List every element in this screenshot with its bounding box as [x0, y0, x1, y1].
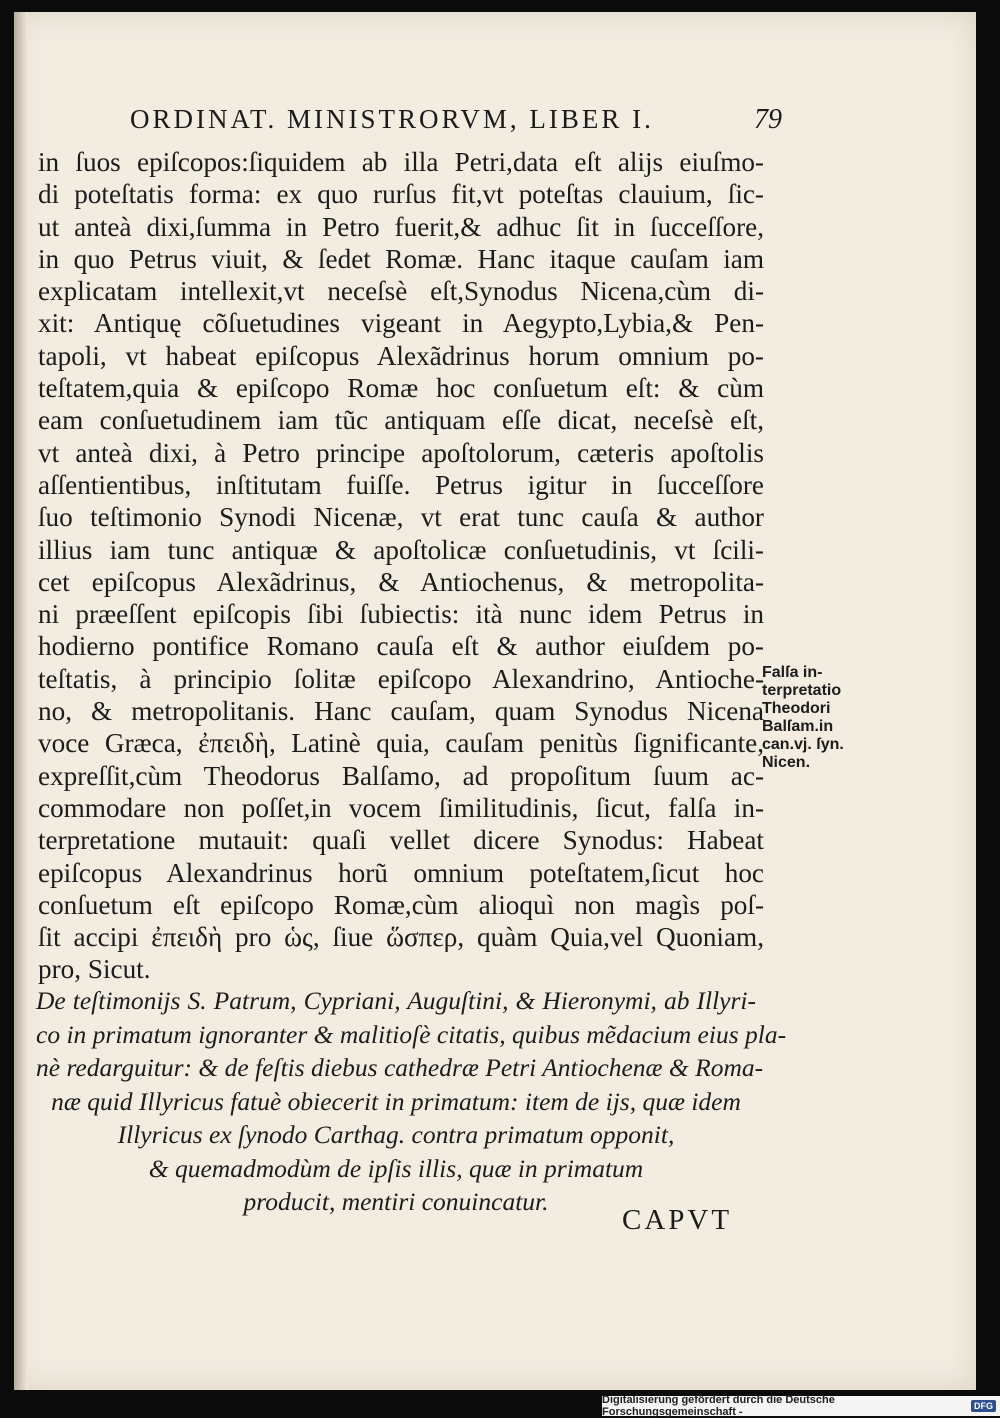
- margin-note-line: can.vj. ſyn.: [762, 736, 844, 753]
- text-line: teſtatem,quia & epiſcopo Romæ hoc conſuetum eſt: & cùm: [38, 373, 764, 404]
- chapter-heading-line: Illyricus ex ſynodo Carthag. contra primatum opponit,: [117, 1120, 675, 1149]
- text-line: ni præeſſent epiſcopis ſibi ſubiectis: ità nunc idem Petrus in: [38, 599, 764, 630]
- text-line: commodare non poſſet,in vocem ſimilitudinis, ſicut, falſa in-: [38, 792, 764, 823]
- dfg-logo-icon: DFG: [971, 1400, 996, 1412]
- text-line: teſtatis, à principio ſolitæ epiſcopo Alexandrino, Antioche-: [38, 663, 764, 694]
- running-header: ORDINAT. MINISTRORVM, LIBER I.: [130, 104, 654, 134]
- text-line: hodierno pontifice Romano cauſa eſt & author eiuſdem po-: [38, 631, 764, 662]
- text-line: explicatam intellexit,vt neceſsè eſt,Synodus Nicena,cùm di-: [38, 276, 764, 307]
- margin-note-line: Falſa in-: [762, 664, 823, 681]
- text-line: conſuetum eſt epiſcopo Romæ,cùm alioquì non magìs poſ-: [38, 889, 764, 920]
- text-line: eam conſuetudinem iam tũc antiquam eſſe dicat, neceſsè eſt,: [38, 405, 764, 436]
- chapter-heading-line: co in primatum ignoranter & malitioſè citatis, quibus mẽdacium eius pla-: [36, 1019, 787, 1049]
- text-line: voce Græca, ἐπειδὴ, Latinè quia, cauſam penitùs ſignificante,: [38, 728, 764, 759]
- page-gutter: [14, 12, 28, 1390]
- chapter-heading-line: producit, mentiri conuincatur.: [243, 1187, 549, 1216]
- text-line: aſſentientibus, inſtitutam fuiſſe. Petrus igitur in ſucceſſore: [38, 469, 764, 500]
- text-line: ut anteà dixi,ſumma in Petro fuerit,& adhuc ſit in ſucceſſore,: [38, 211, 764, 242]
- margin-note-line: Balſam.in: [762, 718, 834, 735]
- margin-note-line: Nicen.: [762, 754, 811, 771]
- text-line: in ſuos epiſcopos:ſiquidem ab illa Petri,data eſt alijs eiuſmo-: [38, 147, 764, 177]
- page-number: 79: [754, 104, 782, 135]
- text-line: terpretatione mutauit: quaſi vellet dicere Synodus: Habeat: [38, 825, 764, 856]
- chapter-heading-line: & quemadmodùm de ipſis illis, quæ in primatum: [148, 1153, 644, 1183]
- text-line: ſuo teſtimonio Synodi Nicenæ, vt erat tunc cauſa & author: [38, 502, 764, 533]
- book-page: [14, 12, 976, 1390]
- text-line: in quo Petrus viuit, & ſedet Romæ. Hanc itaque cauſam iam: [38, 243, 764, 274]
- chapter-heading-line: De teſtimonijs S. Patrum, Cypriani, Auguſtini, & Hieronymi, ab Illyri-: [36, 986, 756, 1015]
- text-line: epiſcopus Alexandrinus horũ omnium poteſtatem,ſicut hoc: [38, 857, 764, 888]
- footer-credit: Digitalisierung gefördert durch die Deutsche Forschungsgemeinschaft -: [602, 1394, 835, 1418]
- text-line: cet epiſcopus Alexãdrinus, & Antiochenus, & metropolita-: [38, 566, 764, 597]
- margin-note-line: Theodori: [762, 700, 831, 717]
- text-line: ſit accipi ἐπειδὴ pro ὡς, ſiue ὥσπερ, quàm Quia,vel Quoniam,: [38, 922, 764, 953]
- chapter-heading-line: næ quid Illyricus fatuè obiecerit in primatum: item de ijs, quæ idem: [51, 1086, 741, 1116]
- margin-note-line: terpretatio: [762, 682, 842, 699]
- chapter-heading: [36, 984, 787, 1219]
- text-line: vt anteà dixi, à Petro principe apoſtolorum, cæteris apoſtolis: [38, 437, 764, 468]
- digitization-footer: [602, 1396, 1000, 1416]
- text-line: pro, Sicut.: [38, 954, 151, 985]
- margin-note: [762, 664, 882, 772]
- chapter-heading-line: nè redarguitur: & de feſtis diebus cathedræ Petri Antiochenæ & Roma-: [36, 1053, 764, 1082]
- catchword: CAPVT: [622, 1204, 733, 1236]
- body-text: [38, 146, 764, 986]
- text-line: xit: Antiquę cõſuetudines vigeant in Aegypto,Lybia,& Pen-: [38, 308, 764, 339]
- text-line: no, & metropolitanis. Hanc cauſam, quam Synodus Nicena: [38, 696, 764, 727]
- text-line: di poteſtatis forma: ex quo rurſus fit,vt poteſtas clauium, ſic-: [38, 179, 764, 210]
- text-line: expreſſit,cùm Theodorus Balſamo, ad propoſitum ſuum ac-: [38, 760, 764, 791]
- text-line: tapoli, vt habeat epiſcopus Alexãdrinus horum omnium po-: [38, 340, 764, 371]
- text-line: illius iam tunc antiquæ & apoſtolicæ conſuetudinis, vt ſcili-: [38, 534, 764, 565]
